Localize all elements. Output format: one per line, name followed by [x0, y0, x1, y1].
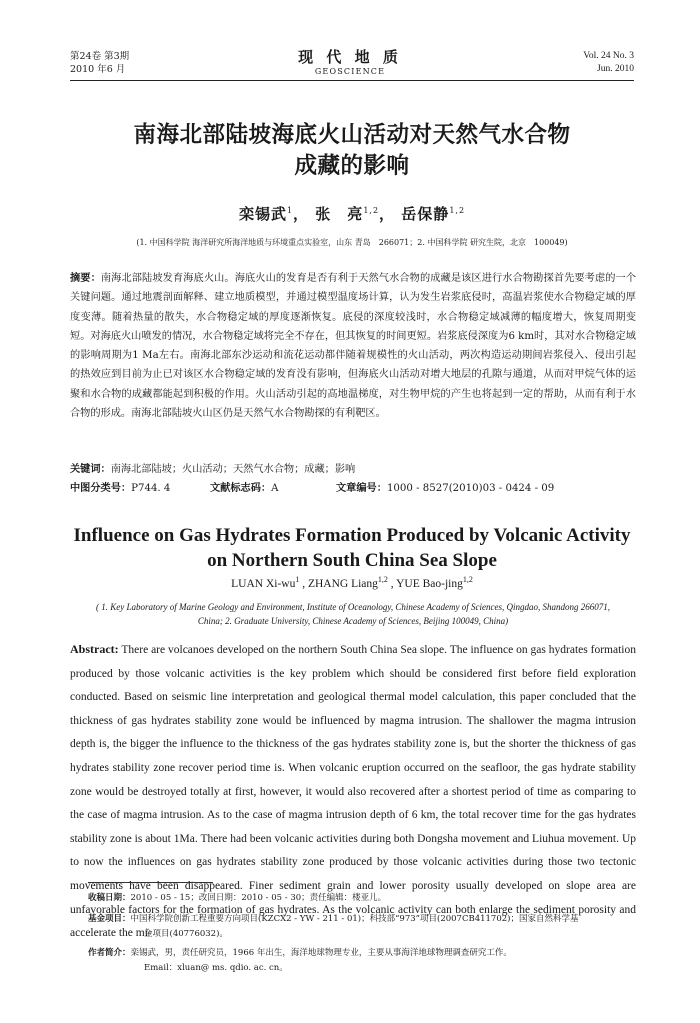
english-title-line-2: on Northern South China Sea Slope: [207, 550, 497, 571]
author-name: ZHANG Liang: [307, 578, 378, 590]
journal-name-en: GEOSCIENCE: [314, 67, 386, 76]
author-name: 栾锡武: [238, 205, 287, 223]
author-separator: ，: [379, 205, 396, 223]
journal-name-cn: 现 代 地 质: [298, 48, 402, 66]
clc-value: P744. 4: [131, 483, 171, 494]
fund-text: 中国科学院创新工程重要方向项目(KZCX2 - YW - 211 - 01)；科技部“973”项目(2007CB411702)；国家自然科学基: [130, 914, 579, 924]
header-volume-issue-cn: 第24卷 第3期: [70, 51, 130, 62]
footnote-received: [88, 891, 636, 906]
abstract-label: Abstract:: [70, 642, 119, 656]
header-right: [583, 50, 634, 76]
chinese-affiliation: (1. 中国科学院 海洋研究所海洋地质与环境重点实验室，山东 青岛 266071；2. 中国科学院 研究生院，北京 100049): [136, 238, 568, 247]
author-affil-sup: 1,2: [462, 575, 473, 585]
header-rule: [70, 80, 634, 81]
doc-code-value: A: [271, 483, 279, 494]
author-name: YUE Bao-jing: [396, 578, 463, 590]
header-date-cn: 2010 年6 月: [70, 64, 126, 75]
abstract-text: 南海北部陆坡发育海底火山。海底火山的发育是否有利于天然气水合物的成藏是该区进行水合物勘探首先要考虑的一个关键问题。通过地震剖面解释、建立地质模型，并通过模型温度场计算，认为发生岩浆底侵时，高温岩浆使水合物稳定域的厚度变薄。随着热量的散失，水合物稳定域的厚度逐渐恢复。底侵的深度较浅时，水合物稳定域减薄的幅度增大，恢复周期变短。对海底火山喷发的情况，水合物稳定域将完全不存在，但其恢复的时间更短。岩浆底侵深度为6 km时，其对水合物稳定域的影响周期为1 Ma左右。南海北部东沙运动和流花运动都伴随着规模性的火山活动，两次构造运动期间岩浆侵入、侵出引起的热效应到目前为止已对该区水合物稳定域的发育没有影响，但海底火山活动对增大地层的孔隙与通道，从而对甲烷气体的运聚和水合物的成藏都能起到积极的作用。火山活动引起的高地温梯度，对生物甲烷的产生也将起到一定的帮助，从而有利于水合物的形成。南海北部陆坡火山区仍是天然气水合物勘探的有利靶区。: [70, 273, 637, 420]
english-authors: [70, 575, 634, 590]
abstract-label: 摘要：: [70, 273, 101, 284]
header-left: [70, 50, 129, 76]
chinese-title-line-1: 南海北部陆坡海底火山活动对天然气水合物: [133, 122, 571, 148]
keywords-text: 南海北部陆坡；火山活动；天然气水合物；成藏；影响: [110, 464, 356, 475]
footnote-author: [88, 946, 636, 976]
footnote-funding: [88, 912, 636, 942]
author-separator: ，: [293, 205, 310, 223]
header-journal: [250, 48, 450, 77]
author-name: 岳保静: [401, 205, 450, 223]
author-affil-sup: 1,2: [363, 206, 380, 215]
author-affil-sup: 1,2: [377, 575, 388, 585]
received-label: 收稿日期：: [88, 893, 131, 903]
fund-label: 基金项目：: [88, 914, 131, 924]
author-separator: ,: [387, 578, 397, 590]
received-text: 2010 - 05 - 15；改回日期：2010 - 05 - 30；责任编辑：楼亚儿。: [130, 893, 387, 903]
footnote-rule: [88, 882, 213, 883]
chinese-keywords: [70, 463, 636, 477]
chinese-abstract: [70, 269, 636, 423]
article-no-value: 1000 - 8527(2010)03 - 0424 - 09: [386, 483, 555, 494]
classification-row: [70, 482, 636, 496]
author-bio-text: 栾锡武，男，责任研究员，1966 年出生，海洋地球物理专业，主要从事海洋地球物理调查研究工作。: [130, 948, 512, 958]
author-name: LUAN Xi-wu: [231, 578, 296, 590]
english-affiliation: ( 1. Key Laboratory of Marine Geology and Environment, Institute of Oceanology, Chinese Academy of Sciences, Qingdao, Shandong 266071, China; 2. Graduate University, Chinese Academy of Sciences, Beijing 100049, China): [96, 602, 610, 626]
doc-code-field: [210, 482, 278, 496]
chinese-title: [70, 120, 634, 182]
author-separator: ,: [299, 578, 308, 590]
clc-field: [70, 483, 170, 494]
abstract-text: There are volcanoes developed on the northern South China Sea slope. The influence on gas hydrates formation produced by those volcanic activities is the key problem which should be considered first before field exploration conducted. Based on seismic line interpretation and geological thermal model calculation, this paper concluded that the thickness of gas hydrates stability zone would be influenced by magma intrusion. The shallower the magma intrusion depth is, the bigger the influence to the thickness of the gas hydrates stability zone is, but the shorter the thickness of gas hydrates stability zone recover period time is. When volcanic eruption occurred on the seafloor, the gas hydrate stability zone would be destroyed totally at first, however, it would also recovered after a shortest period of time as comparing to the case of magma intrusion. As to the case of magma intrusion depth of 6 km, the total recover time for the gas hydrates stability zone is about 1Ma. There had been volcanic activities during both Dongsha movement and Liuhua movement. Up to now the influences on gas hydrates stability zone produced by those volcanic activities during those two tectonic movements have been disappeared. Finer sediment grain and lower porosity usually developed on slope area are unfavorable factors for the formation of gas hydrates. As the volcanic activity can both enlarge the sediment porosity and accelerate the mi-: [70, 644, 636, 940]
article-no-field: [336, 482, 554, 496]
author-email: Email：xluan@ ms. qdio. ac. cn。: [144, 963, 288, 973]
clc-label: 中图分类号：: [70, 483, 132, 494]
author-name: 张 亮: [315, 205, 364, 223]
author-affil-sup: 1: [295, 575, 300, 585]
english-title-line-1: Influence on Gas Hydrates Formation Produced by Volcanic Activity: [73, 525, 631, 546]
header-volume-issue-en: Vol. 24 No. 3: [583, 51, 634, 61]
chinese-title-line-2: 成藏的影响: [294, 153, 410, 179]
header-date-en: Jun. 2010: [597, 64, 634, 74]
author-bio-label: 作者简介：: [88, 948, 131, 958]
chinese-authors: [70, 203, 634, 224]
english-title: [70, 523, 634, 573]
author-affil-sup: 1,2: [449, 206, 466, 215]
fund-text-cont: 金项目(40776032)。: [144, 929, 228, 939]
article-no-label: 文章编号：: [336, 483, 387, 494]
doc-code-label: 文献标志码：: [210, 483, 272, 494]
author-affil-sup: 1: [286, 206, 294, 215]
keywords-label: 关键词：: [70, 464, 111, 475]
